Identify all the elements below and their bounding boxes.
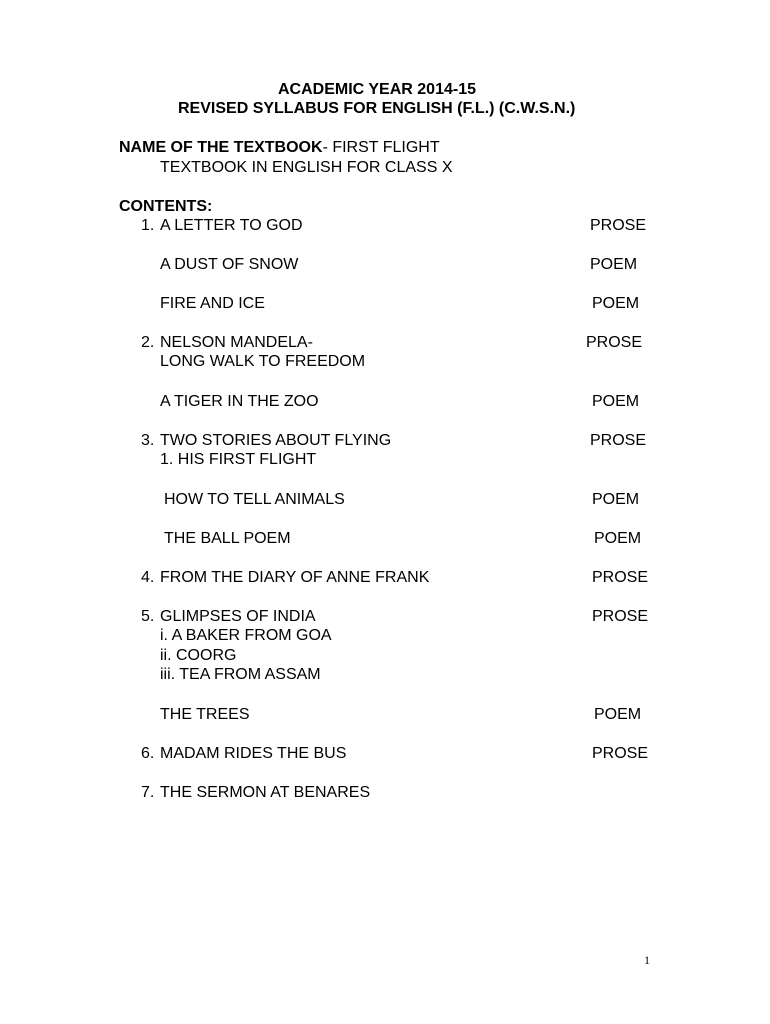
entry-title: A DUST OF SNOW [160, 256, 299, 273]
entry-title: FIRE AND ICE [160, 295, 265, 312]
entry-type: PROSE [590, 217, 647, 234]
syllabus-heading: REVISED SYLLABUS FOR ENGLISH (F.L.) (C.W.S.N.) [178, 100, 576, 117]
entry-title: TWO STORIES ABOUT FLYING [160, 432, 392, 449]
contents-heading: CONTENTS: [119, 198, 213, 215]
academic-year-heading: ACADEMIC YEAR 2014-15 [278, 81, 476, 98]
entry-number: 5. [141, 608, 155, 625]
entry-title: THE SERMON AT BENARES [160, 784, 371, 801]
entry-title-line2: i. A BAKER FROM GOA [160, 627, 332, 644]
entry-number: 1. [141, 217, 155, 234]
entry-title: HOW TO TELL ANIMALS [164, 491, 345, 508]
entry-type: PROSE [586, 334, 643, 351]
entry-title-line3: ii. COORG [160, 647, 237, 664]
entry-type: PROSE [592, 569, 649, 586]
textbook-name-line [119, 138, 440, 158]
entry-number: 7. [141, 784, 155, 801]
entry-number: 2. [141, 334, 155, 351]
entry-type: POEM [594, 530, 642, 547]
entry-type: POEM [590, 256, 638, 273]
entry-title-line4: iii. TEA FROM ASSAM [160, 666, 321, 683]
entry-title: MADAM RIDES THE BUS [160, 745, 347, 762]
textbook-label: NAME OF THE TEXTBOOK [119, 139, 323, 156]
entry-number: 4. [141, 569, 155, 586]
entry-type: POEM [592, 393, 640, 410]
entry-title: GLIMPSES OF INDIA [160, 608, 316, 625]
entry-type: POEM [594, 706, 642, 723]
entry-title: NELSON MANDELA- [160, 334, 313, 351]
textbook-value: - FIRST FLIGHT [322, 139, 440, 156]
entry-type: POEM [592, 491, 640, 508]
entry-type: PROSE [592, 608, 649, 625]
entry-title-line2: 1. HIS FIRST FLIGHT [160, 451, 317, 468]
entry-type: PROSE [592, 745, 649, 762]
entry-number: 3. [141, 432, 155, 449]
entry-title: THE TREES [160, 706, 250, 723]
entry-title: THE BALL POEM [164, 530, 291, 547]
entry-title: FROM THE DIARY OF ANNE FRANK [160, 569, 430, 586]
entry-type: PROSE [590, 432, 647, 449]
entry-title: A LETTER TO GOD [160, 217, 303, 234]
entry-type: POEM [592, 295, 640, 312]
entry-title: A TIGER IN THE ZOO [160, 393, 319, 410]
entry-number: 6. [141, 745, 155, 762]
page-number: 1 [644, 953, 650, 967]
entry-title-line2: LONG WALK TO FREEDOM [160, 353, 366, 370]
textbook-subtitle: TEXTBOOK IN ENGLISH FOR CLASS X [160, 159, 453, 176]
